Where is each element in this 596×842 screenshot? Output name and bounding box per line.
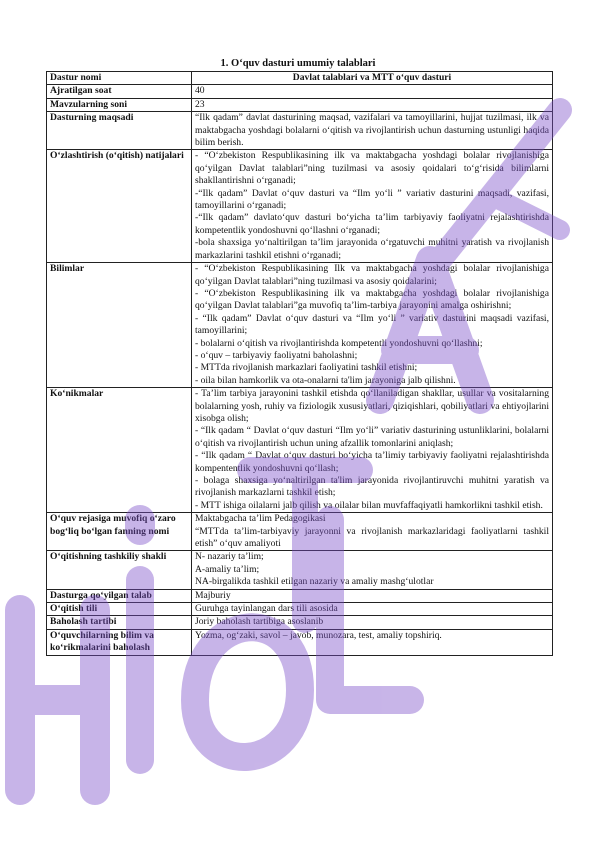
content-line: -“Ilk qadam” davlato‘quv dasturi bo‘yicha ta’lim tarbiyaviy faoliyatni rejalashtirishda kompetentlik yondoshuvni qo‘llashni o‘rganadi; <box>195 212 549 236</box>
row-label: Baholash tartibi <box>47 616 192 629</box>
row-label: Ajratilgan soat <box>47 85 192 98</box>
row-content <box>192 85 553 98</box>
content-line: - o‘quv – tarbiyaviy faoliyatni baholashni; <box>195 349 358 361</box>
table-row <box>47 589 553 602</box>
row-label: O‘quvchilarning bilim va ko‘rikmalarini baholash <box>47 629 192 655</box>
table-row <box>47 603 553 616</box>
table-row <box>47 98 553 111</box>
table-row <box>47 85 553 98</box>
content-line: - “O‘zbekiston Respublikasining ilk va maktabgacha yoshdagi bolalar rivojlanishiga qo‘yilgan Davlat talablari”ning tuzilmasi va asosiy qoidalari to‘g‘risida bilimlarni shakllantirishni o‘rganadi; <box>195 150 549 187</box>
content-line: 40 <box>195 85 205 97</box>
content-line: -“Ilk qadam” Davlat o‘quv dasturi va “Ilm yo‘li ” variativ dasturini maqsadi, vazifasi, tamoyillarini o‘rganadi; <box>195 187 549 212</box>
content-line: A-amaliy ta’lim; <box>195 563 260 575</box>
row-content <box>192 603 553 616</box>
content-line: - “Ilk qadam” Davlat o‘quv dasturi va “Ilm yo‘li ” variativ dasturini maqsadi vazifasi, tamoyillarini; <box>195 312 549 337</box>
content-line: - “Ilk qadam “ Davlat o‘quv dasturi “Ilm yo‘li” variativ dasturining ustunliklarini, bolalarni o‘qitish va rivojlantirish uchun uning afzallik tomonlarini aniqlash; <box>195 425 549 449</box>
content-line: - oila bilan hamkorlik va ota-onalarni ta'lim jarayoniga jalb qilishni. <box>195 374 456 386</box>
content-line: - Ta’lim tarbiya jarayonini tashkil etishda qo‘llaniladigan shakllar, usullar va vositalarning bolalarning yosh, ruhiy va fiziologik xususiyatlari, qiziqishlari, qobiliyatlari va ehtiyojlarini xisobga olish; <box>195 388 549 424</box>
row-label: O‘quv rejasiga muvofiq o‘zaro bog‘liq bo‘lgan fanning nomi <box>47 513 192 551</box>
row-label: Ko‘nikmalar <box>47 388 192 513</box>
content-line: “MTTda ta’lim-tarbiyaviy jarayonni va rivojlanish markazlaridagi faoliyatlarni tashkil etish” o‘quv amaliyoti <box>195 525 549 550</box>
table-row <box>47 263 553 388</box>
header-requirements: Davlat talablari va MTT o‘quv dasturi <box>192 72 553 85</box>
row-label: O‘qitishning tashkiliy shakli <box>47 551 192 589</box>
content-line: Maktabgacha ta’lim Pedagogikasi <box>195 513 326 525</box>
row-content <box>192 98 553 111</box>
content-line: - “Ilk qadam “ Davlat o‘quv dasturi bo‘yicha ta’limiy tarbiyaviy faoliyatni rejalashtirishda kompententlik yondoshuvni qo‘llash; <box>195 450 549 474</box>
content-line: “Ilk qadam” davlat dasturining maqsad, vazifalari va tamoyillarini, hujjat tuzilmasi, ilk va maktabgacha yoshdagi bolalarni o‘qitish va rivojlantirish uchun dasturning ustunligi haqida bilim berish. <box>195 112 549 149</box>
row-content <box>192 263 553 388</box>
row-content <box>192 629 553 655</box>
requirements-table <box>46 71 553 656</box>
table-row <box>47 513 553 551</box>
content-line: Majburiy <box>195 589 231 601</box>
row-content <box>192 513 553 551</box>
row-label: Dasturga qo‘yilgan talab <box>47 589 192 602</box>
table-header-row <box>47 72 553 85</box>
table-row <box>47 112 553 150</box>
table-row <box>47 150 553 263</box>
content-line: Guruhga tayinlangan dars tili asosida <box>195 603 338 615</box>
table-row <box>47 629 553 655</box>
content-line: Yozma, og‘zaki, savol – javob, munozara, test, amaliy topshiriq. <box>195 629 442 641</box>
row-label: Bilimlar <box>47 263 192 388</box>
row-content <box>192 388 553 513</box>
content-line: 23 <box>195 98 205 110</box>
table-row <box>47 616 553 629</box>
row-label: O‘qitish tili <box>47 603 192 616</box>
table-row <box>47 388 553 513</box>
row-content <box>192 150 553 263</box>
content-line: - bolalarni o‘qitish va rivojlantirishda kompetentli yondoshuvni qo‘llashni; <box>195 337 483 349</box>
content-line: NA-birgalikda tashkil etilgan nazariy va amaliy mashg‘ulotlar <box>195 576 434 588</box>
row-content <box>192 616 553 629</box>
table-row <box>47 551 553 589</box>
content-line: - “O‘zbekiston Respublikasining ilk va maktabgacha yoshdagi bolalar rivojlanishiga qo‘yilgan Davlat talablari”ga muvofiq ta’lim-tarbiya jarayonini amalga oshirishni; <box>195 287 549 312</box>
content-line: - bolaga shaxsiga yo‘naltirilgan ta'lim jarayonida rivojlantiruvchi muhitni yaratish va rivojlanish markazlarni tashkil etish; <box>195 475 549 499</box>
content-line: Joriy baholash tartibiga asoslanib <box>195 616 324 628</box>
row-content <box>192 112 553 150</box>
row-content <box>192 551 553 589</box>
content-line: -bola shaxsiga yo‘naltirilgan ta’lim jarayonida o‘rgatuvchi muhitni yaratish va rivojlanish markazlarini tashkil etishni o‘rganadi; <box>195 237 549 261</box>
section-heading: 1. O‘quv dasturi umumiy talablari <box>220 58 376 69</box>
header-program-name: Dastur nomi <box>47 72 192 85</box>
row-content <box>192 589 553 602</box>
row-label: Mavzularning soni <box>47 98 192 111</box>
row-label: Dasturning maqsadi <box>47 112 192 150</box>
content-line: N- nazariy ta’lim; <box>195 551 264 563</box>
content-line: - MTT ishiga oilalarni jalb qilish va oilalar bilan muvfaffaqiyatli hamkorlikni tashkil etish. <box>195 499 543 511</box>
table-body <box>47 85 553 655</box>
content-line: - MTTda rivojlanish markazlari faoliyatini tashkil etishni; <box>195 362 418 374</box>
row-label: O‘zlashtirish (o‘qitish) natijalari <box>47 150 192 263</box>
content-line: - “O‘zbekiston Respublikasining Ilk va maktabgacha yoshdagi bolalar rivojlanishiga qo‘yilgan Davlat talablari”ning tuzilmasi va asosiy qoidalarini; <box>195 263 549 287</box>
